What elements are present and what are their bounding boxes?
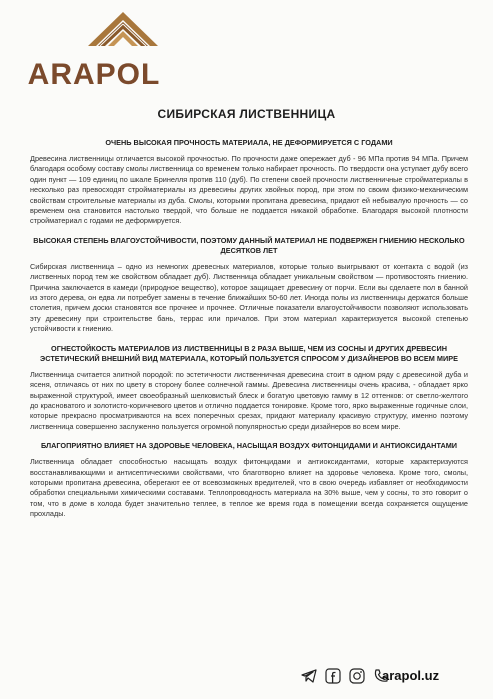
- section-2-text: Сибирская лиственница – одно из немногих древесных материалов, которые только выигрывают от контакта с водой (из лиственных пород тем же свойством обладает дуб). Лиственница обладает уникальным свойством — противостоять гниению. Причина заключается в камеди (природное вещество), которое защищает древесину от порчи. Если вы сделаете пол в банной из этого дерева, он едва ли потребует замены в течение ближайших 50-60 лет. Иногда полы из лиственницы держатся больше столетия, причем доски становятся все прочнее и прочнее. Отличные показатели влагоустойчивости позволяют использовать эту древесину при строительстве бань, террас или причалов. При этом материал характеризуется высокой степенью устойчивости к гниению.: [30, 261, 468, 334]
- roof-logo-icon: [88, 12, 158, 62]
- facebook-icon[interactable]: [324, 667, 342, 685]
- footer: [0, 662, 493, 692]
- section-3-text: Лиственница считается элитной породой: по эстетичности лиственничная древесина стоит в одном ряду с древесиной дуба и ясеня, отличаясь от них по цвету в сторону более солнечной гаммы. Древесина лиственницы очень красива, - обладает ярко выраженной структурой, имеет своеобразный шелковистый блеск и богатую цветовую гамму в 12 оттенков: от светло-желтого до красноватого и золотисто-коричневого цветов и отлично поддается тонировке. Кроме того, ярко выраженные годичные слои, которые прекрасно просматриваются на всех поперечных срезах, придают материалу красивую структуру, именно поэтому лиственница совершенно заслуженно пользуется огромной популярностью среди дизайнеров во всем мире.: [30, 369, 468, 431]
- section-4-text: Лиственница обладает способностью насыщать воздух фитонцидами и антиоксидантами, которые характеризуются восстанавливающими и антисептическими свойствами, что благотворно влияет на здоровье человека. Кроме того, смолы, которыми пропитана древесина, оберегают ее от всевозможных вредителей, что в свою очередь избавляет от необходимости обработки специальными химическими составами. Теплопроводность материала на 30% выше, чем у сосны, то это говорит о том, что в доме в холода будет значительно теплее, в теплое же время года в помещении всегда сохраняется ощущение прохлады.: [30, 457, 468, 519]
- section-1-heading: ОЧЕНЬ ВЫСОКАЯ ПРОЧНОСТЬ МАТЕРИАЛА, НЕ ДЕФОРМИРУЕТСЯ С ГОДАМИ: [105, 138, 393, 147]
- section-2-heading: ВЫСОКАЯ СТЕПЕНЬ ВЛАГОУСТОЙЧИВОСТИ, ПОЭТОМУ ДАННЫЙ МАТЕРИАЛ НЕ ПОДВЕРЖЕН ГНИЕНИЮ НЕСКОЛЬКО ДЕСЯТКОВ ЛЕТ: [33, 235, 465, 255]
- section-3-heading-2: ЭСТЕТИЧЕСКИЙ ВНЕШНИЙ ВИД МАТЕРИАЛА, КОТОРЫЙ ПОЛЬЗУЕТСЯ СПРОСОМ У ДИЗАЙНЕРОВ ВО ВСЕМ МИРЕ: [40, 353, 458, 363]
- website-link[interactable]: arapol.uz: [382, 668, 440, 683]
- section-4-heading: БЛАГОПРИЯТНО ВЛИЯЕТ НА ЗДОРОВЬЕ ЧЕЛОВЕКА, НАСЫЩАЯ ВОЗДУХ ФИТОНЦИДАМИ И АНТИОКСИДАНТАМИ: [40, 441, 458, 451]
- section-1-text: Древесина лиственницы отличается высокой прочностью. По прочности даже опережает дуб - 96 МПа против 94 МПа. Причем благодаря особому составу смолы лиственница со временем только набирает прочность. По твердости она уступает дубу всего один пункт — 109 единиц по шкале Бринелля против 110 (дуб). По степени своей прочности лиственничные стройматериалы в несколько раз превосходят стройматериалы из древесины других хвойных пород, при этом по своим физико-механическим свойствам строительные материалы из дуба. Смолы, которыми пропитана древесина, придают ей небывалую прочность — со временем она становится настолько твердой, что больше не поддается никакой обработке. Благодаря высокой плотности стройматериал с годами не деформируется.: [30, 154, 468, 226]
- section-3-heading: ОГНЕСТОЙКОСТЬ МАТЕРИАЛОВ ИЗ ЛИСТВЕННИЦЫ В 2 РАЗА ВЫШЕ, ЧЕМ ИЗ СОСНЫ И ДРУГИХ ДРЕВЕСИН: [51, 343, 447, 353]
- telegram-icon[interactable]: [300, 667, 318, 685]
- article-body: [30, 138, 468, 520]
- page-title: СИБИРСКАЯ ЛИСТВЕННИЦА: [157, 107, 336, 121]
- instagram-icon[interactable]: [348, 667, 366, 685]
- brand-name: ARAPOL: [27, 58, 161, 91]
- header-logo: [0, 0, 493, 96]
